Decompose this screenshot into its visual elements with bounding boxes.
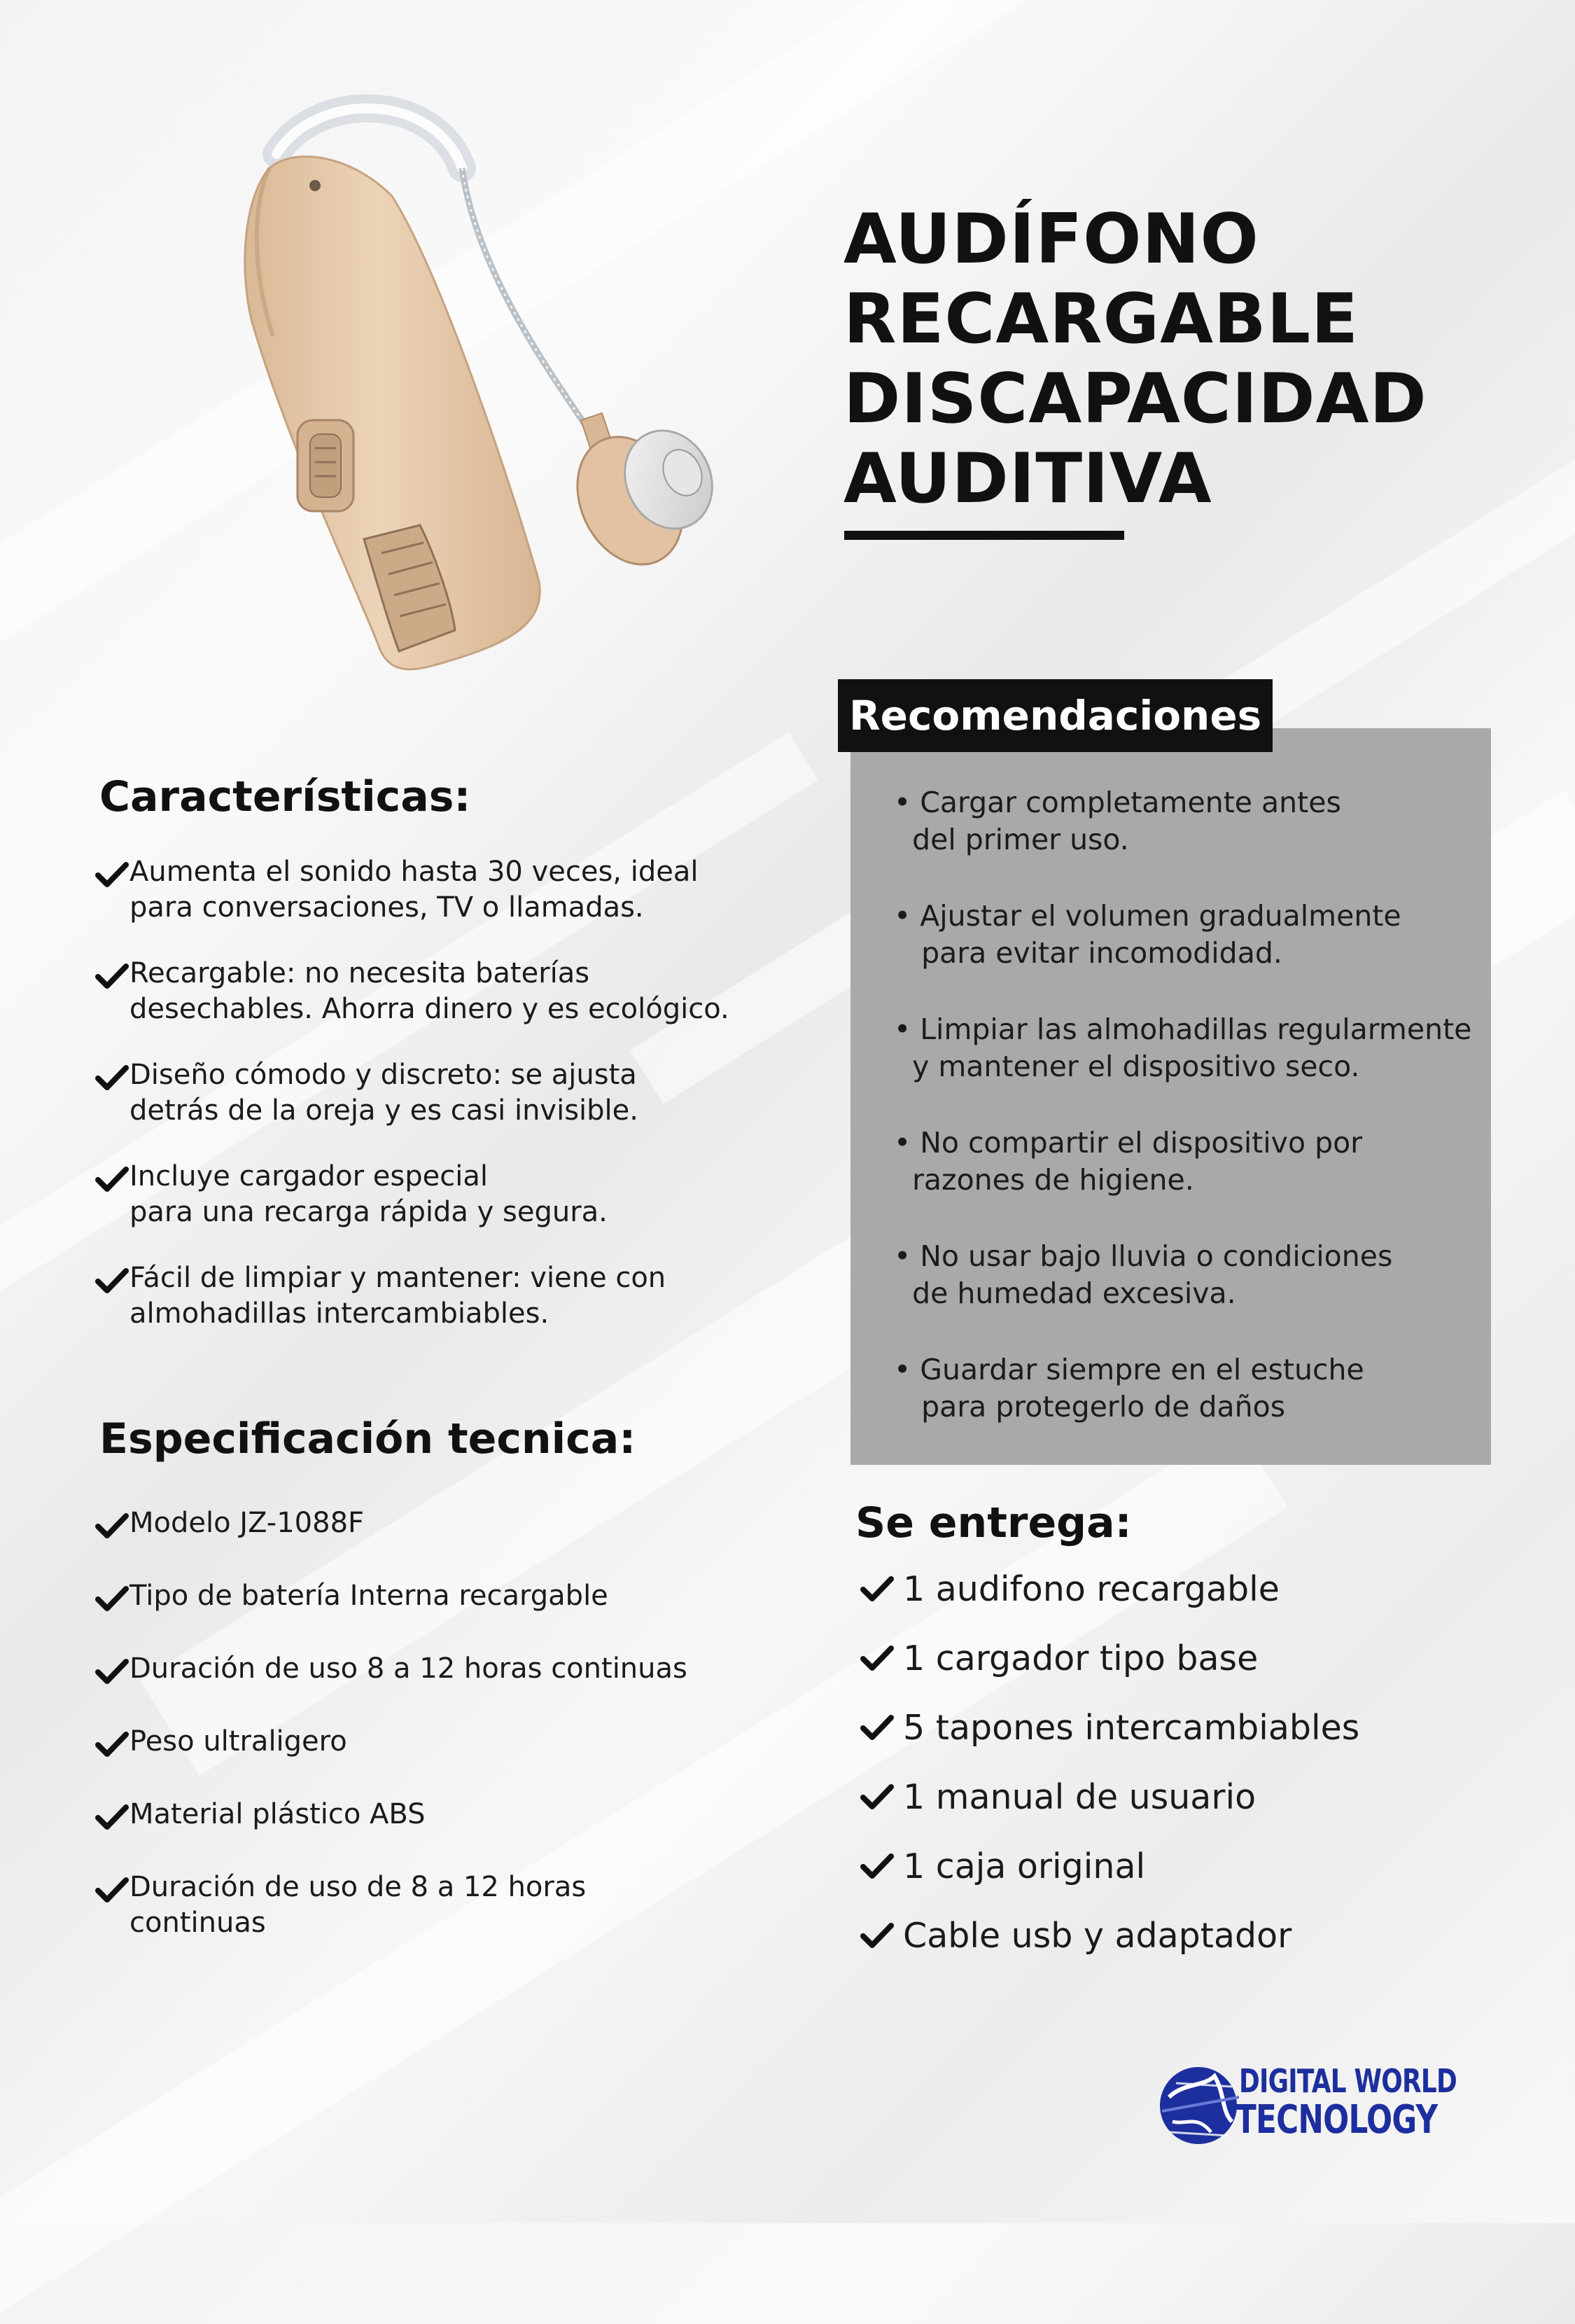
list-item	[94, 956, 729, 1027]
list-item	[860, 1915, 1292, 1957]
list-item	[94, 1505, 364, 1542]
item-text: Aumenta el sonido hasta 30 veces, ideal para conversaciones, TV o llamadas.	[130, 856, 699, 924]
check-icon	[94, 1874, 130, 1906]
caracteristicas-list	[94, 854, 794, 1344]
title-line: RECARGABLE	[844, 279, 1359, 359]
title-line: AUDITIVA	[844, 439, 1212, 519]
item-text: Tipo de batería Interna recargable	[130, 1580, 608, 1612]
list-item	[94, 1724, 347, 1760]
list-item	[94, 1057, 638, 1129]
check-icon	[94, 1582, 130, 1615]
check-icon	[860, 1642, 895, 1674]
recomendacion-item: • No usar bajo lluvia o condiciones de humedad excesiva.	[894, 1239, 1393, 1310]
title-underline	[844, 531, 1124, 540]
check-icon	[94, 1801, 130, 1833]
item-text: 1 caja original	[903, 1846, 1146, 1886]
title-line: AUDÍFONO	[844, 200, 1259, 279]
recomendacion-item: • Cargar completamente antes del primer uso.	[894, 786, 1341, 856]
item-text: 1 cargador tipo base	[903, 1638, 1259, 1678]
check-icon	[94, 1163, 130, 1195]
list-item	[860, 1776, 1256, 1818]
recomendacion-item: • Ajustar el volumen gradualmente para evitar incomodidad.	[894, 899, 1401, 970]
list-item	[94, 1159, 608, 1230]
check-icon	[94, 1265, 130, 1297]
especificacion-heading: Especificación tecnica:	[99, 1414, 636, 1463]
recomendacion-item: • Limpiar las almohadillas regularmente y mantener el dispositivo seco.	[894, 1013, 1472, 1083]
item-text: Duración de uso de 8 a 12 horas continuas	[130, 1871, 587, 1939]
list-item	[860, 1638, 1258, 1680]
check-icon	[94, 1655, 130, 1688]
recomendacion-item: • Guardar siempre en el estuche para protegerlo de daños	[894, 1353, 1364, 1424]
list-item	[94, 1651, 687, 1688]
list-item	[94, 1578, 608, 1615]
page-title	[844, 200, 1544, 519]
logo-text-line2: TECNOLOGY	[1236, 2097, 1438, 2143]
list-item	[94, 1870, 586, 1941]
entrega-list	[860, 1568, 1490, 2003]
hearing-aid-icon	[210, 91, 770, 707]
item-text: Recargable: no necesita baterías desechables. Ahorra dinero y es ecológico.	[130, 957, 729, 1025]
check-icon	[860, 1919, 895, 1951]
check-icon	[94, 1510, 130, 1542]
check-icon	[94, 1728, 130, 1760]
check-icon	[860, 1711, 895, 1744]
item-text: Diseño cómodo y discreto: se ajusta detrás de la oreja y es casi invisible.	[130, 1059, 638, 1127]
list-item	[94, 1797, 426, 1833]
item-text: 5 tapones intercambiables	[903, 1708, 1360, 1748]
entrega-heading: Se entrega:	[855, 1498, 1132, 1547]
item-text: Material plástico ABS	[130, 1798, 426, 1830]
list-item	[860, 1568, 1280, 1610]
list-item	[860, 1707, 1359, 1749]
check-icon	[94, 1062, 130, 1094]
title-line: DISCAPACIDAD	[844, 359, 1427, 439]
list-item	[860, 1846, 1145, 1888]
item-text: Cable usb y adaptador	[903, 1916, 1292, 1956]
recomendaciones-heading: Recomendaciones	[838, 679, 1273, 752]
item-text: Fácil de limpiar y mantener: viene con almohadillas intercambiables.	[130, 1262, 666, 1330]
item-text: Modelo JZ-1088F	[130, 1507, 365, 1539]
item-text: 1 audifono recargable	[903, 1569, 1280, 1609]
item-text: Incluye cargador especial para una recarga rápida y segura.	[130, 1160, 608, 1228]
list-item	[94, 1260, 666, 1332]
check-icon	[94, 858, 130, 891]
globe-icon	[1155, 2055, 1246, 2153]
item-text: Duración de uso 8 a 12 horas continuas	[130, 1652, 687, 1685]
item-text: Peso ultraligero	[130, 1725, 347, 1758]
logo-text-line1: DIGITAL WORLD	[1239, 2062, 1457, 2100]
recomendacion-item: • No compartir el dispositivo por razones de higiene.	[894, 1126, 1363, 1197]
especificacion-list	[94, 1505, 794, 1954]
caracteristicas-heading: Características:	[99, 772, 471, 821]
item-text: 1 manual de usuario	[903, 1777, 1256, 1817]
check-icon	[860, 1781, 895, 1813]
check-icon	[860, 1573, 895, 1605]
check-icon	[860, 1850, 895, 1882]
check-icon	[94, 960, 130, 992]
brand-logo	[1155, 2055, 1456, 2153]
list-item	[94, 854, 698, 926]
